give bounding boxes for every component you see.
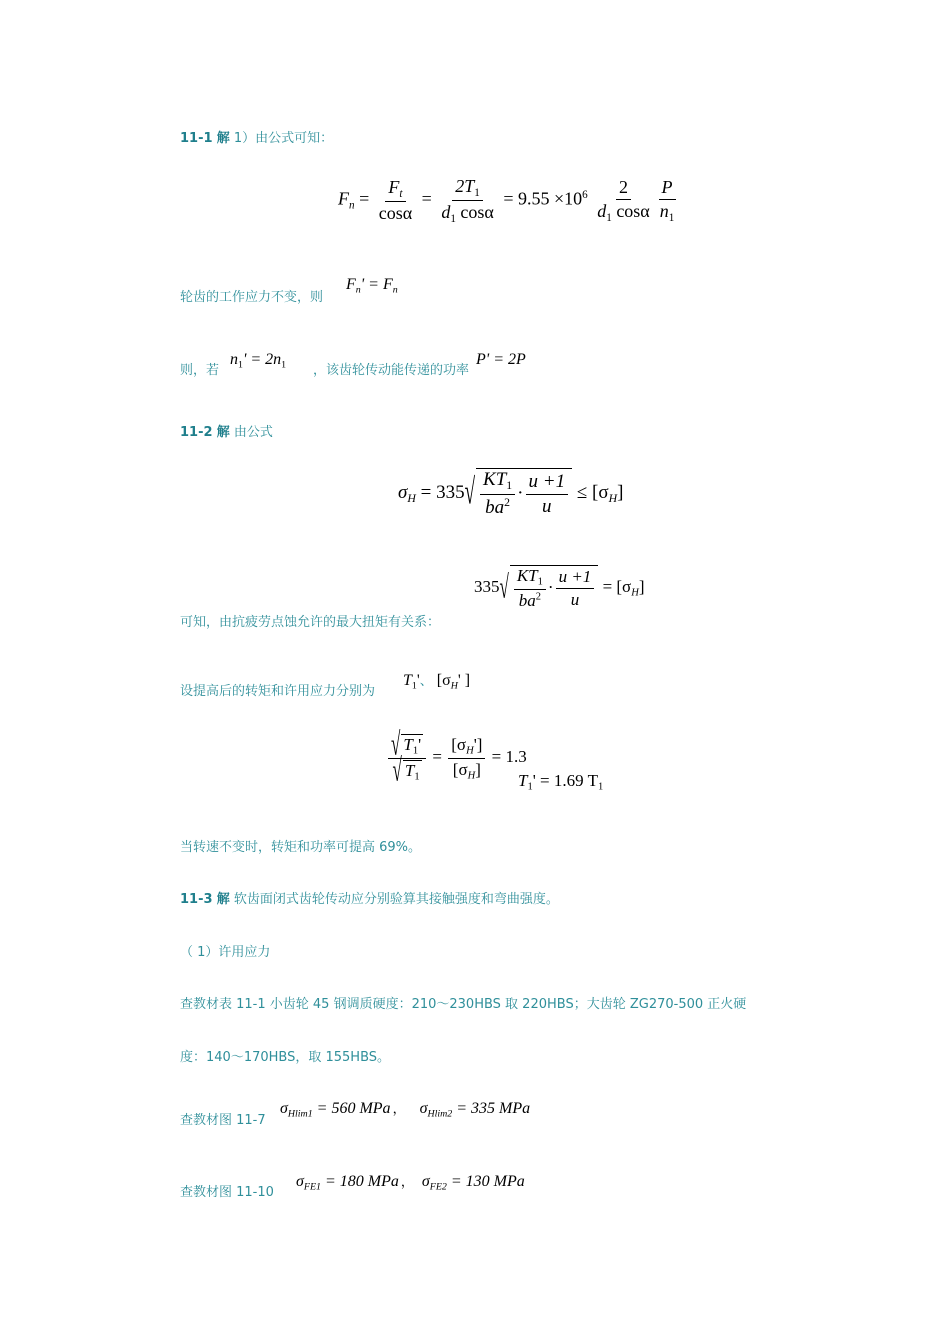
formula-fn: $F_n$ = $\frac{F_t}{\cos\alpha}$ = $\frac{2T_1}{d_1 \cos\alpha}$ = $9.55 \times 10^6$ $\frac{2}{d_1 \cos\alpha}$ $\frac{P}{n_1}$ xyxy=(338,176,675,225)
section-text: 由公式 xyxy=(233,425,273,440)
section-text: 1）由公式可知： xyxy=(233,131,334,146)
formula-fe: $\sigma_{FE1} = 180$ MPa ， $\sigma_{FE2} = 130$ MPa xyxy=(296,1173,525,1193)
paragraph-power: 则，若 ，该齿轮传动能传递的功率 xyxy=(180,363,470,378)
formula-ratio: $\frac{√ T_1'}{√ T_1}$ = $\frac{[\sigma_H']}{[\sigma_H]}$ = 1.3 xyxy=(386,734,527,782)
paragraph-material-2: 度：140～170HBS，取 155HBS。 xyxy=(180,1050,391,1065)
section-11-2 xyxy=(180,421,273,440)
section-text: 软齿面闭式齿轮传动应分别验算其接触强度和弯曲强度。 xyxy=(233,892,559,907)
formula-fn-equal: $F_n' = F_n$ xyxy=(346,276,398,296)
solution-label: 解 xyxy=(216,425,230,440)
solution-label: 解 xyxy=(216,892,230,907)
formula-hlim: $\sigma_{Hlim1} = 560$ MPa ， $\sigma_{Hlim2} = 335$ MPa xyxy=(280,1100,531,1120)
paragraph-allowable-stress: （ 1）许用应力 xyxy=(180,945,271,960)
paragraph-max-torque: 可知，由抗疲劳点蚀允许的最大扭矩有关系： xyxy=(180,615,441,630)
section-11-3 xyxy=(180,888,559,907)
formula-n1: $n_1' = 2n_1$ xyxy=(230,351,287,371)
formula-contact-stress: $\sigma_H = 335√$ $\frac{KT_1}{ba^2}$ · $\frac{u +1}{u}$ ≤ $[\sigma_H]$ xyxy=(398,469,624,519)
paragraph-material-1: 查教材表 11-1 小齿轮 45 钢调质硬度：210～230HBS 取 220HBS；大齿轮 ZG270-500 正火硬 xyxy=(180,997,747,1012)
paragraph-fig-11-7: 查教材图 11-7 xyxy=(180,1113,266,1128)
formula-t1-result: $T_1' = 1.69$ $T_1$ xyxy=(518,771,604,793)
paragraph-stress-unchanged: 轮齿的工作应力不变，则 xyxy=(180,290,324,305)
formula-equality: 335√ $\frac{KT_1}{ba^2}$ · $\frac{u +1}{u}$ = $[\sigma_H]$ xyxy=(474,566,645,610)
solution-label: 解 xyxy=(216,131,230,146)
problem-number: 11-2 xyxy=(180,425,213,440)
problem-number: 11-3 xyxy=(180,892,213,907)
paragraph-fig-11-10: 查教材图 11-10 xyxy=(180,1185,274,1200)
formula-power: P' = 2P xyxy=(476,351,526,368)
paragraph-torque-stress: 设提高后的转矩和许用应力分别为 xyxy=(180,684,376,699)
section-11-1 xyxy=(180,127,333,146)
formula-t1-prime: $T_1'$、 [$\sigma_H'$ ] xyxy=(403,672,471,692)
problem-number: 11-1 xyxy=(180,131,213,146)
paragraph-conclusion: 当转速不变时，转矩和功率可提高 69%。 xyxy=(180,840,422,855)
